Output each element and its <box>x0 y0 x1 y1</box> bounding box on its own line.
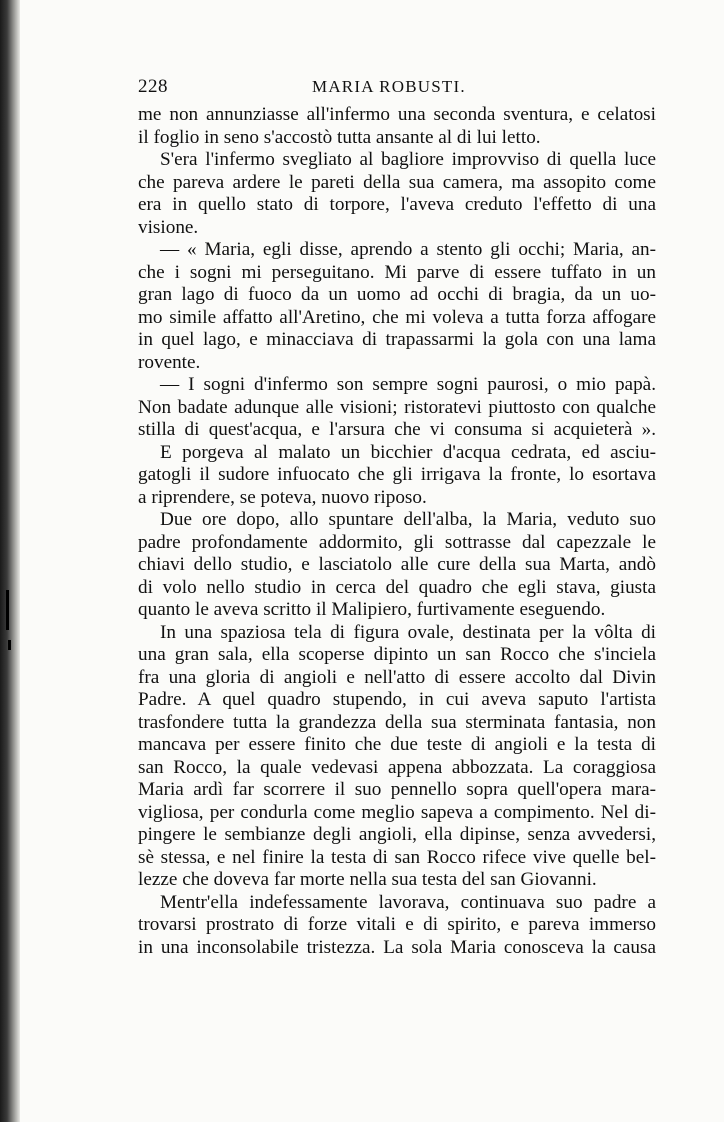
text-line: rovente. <box>138 351 201 373</box>
text-line: san Rocco, la quale vedevasi appena abbozzata. La coraggiosa <box>138 756 656 778</box>
text-line: in una inconsolabile tristezza. La sola Maria conosceva la causa <box>138 936 656 958</box>
page-header <box>138 76 654 102</box>
text-line: me non annunziasse all'infermo una seconda sventura, e celatosi <box>138 104 656 125</box>
text-line: Padre. A quel quadro stupendo, in cui aveva saputo l'artista <box>138 689 656 710</box>
body-text <box>138 104 656 959</box>
text-line: gatogli il sudore infuocato che gli irrigava la fronte, lo esortava <box>138 464 656 485</box>
binding-gutter <box>0 0 20 1122</box>
running-head: MARIA ROBUSTI. <box>312 77 466 96</box>
text-line: sè stessa, e nel finire la testa di san Rocco rifece vive quelle bel- <box>138 846 656 868</box>
text-line: Maria ardì far scorrere il suo pennello sopra quell'opera mara- <box>138 779 656 800</box>
text-line: chiavi dello studio, e lasciatolo alle cure della sua Marta, andò <box>138 554 656 575</box>
text-line: in quel lago, e minacciava di trapassarmi la gola con una lama <box>138 329 656 350</box>
text-line: Non badate adunque alle visioni; ristoratevi piuttosto con qualche <box>138 396 656 418</box>
text-line: mancava per essere finito che due teste di angioli e la testa di <box>138 734 656 755</box>
text-line: a riprendere, se poteva, nuovo riposo. <box>138 486 427 508</box>
page-number: 228 <box>138 76 168 97</box>
text-line: gran lago di fuoco da un uomo ad occhi di bragia, da un uo- <box>138 284 656 305</box>
text-line: di volo nello studio in cerca del quadro che egli stava, giusta <box>138 576 656 598</box>
text-line: era in quello stato di torpore, l'aveva creduto l'effetto di una <box>138 194 656 215</box>
text-line: visione. <box>138 216 199 238</box>
text-line: una gran sala, ella scoperse dipinto un san Rocco che s'inciela <box>138 644 656 665</box>
text-line: mo simile affatto all'Aretino, che mi voleva a tutta forza affogare <box>138 306 656 328</box>
text-line: — « Maria, egli disse, aprendo a stento gli occhi; Maria, an- <box>160 239 656 260</box>
text-line: In una spaziosa tela di figura ovale, destinata per la vôlta di <box>160 621 656 643</box>
text-line: S'era l'infermo svegliato al bagliore improvviso di quella luce <box>160 149 656 170</box>
text-line: il foglio in seno s'accostò tutta ansante al di lui letto. <box>138 126 541 148</box>
text-line: che i sogni mi perseguitano. Mi parve di essere tuffato in un <box>138 261 656 283</box>
text-line: trovarsi prostrato di forze vitali e di spirito, e pareva immerso <box>138 914 656 935</box>
text-line: trasfondere tutta la grandezza della sua sterminata fantasia, non <box>138 711 656 733</box>
text-line: lezze che doveva far morte nella sua testa del san Giovanni. <box>138 869 597 890</box>
gutter-mark <box>8 640 11 650</box>
text-line: fra una gloria di angioli e nell'atto di essere accolto dal Divin <box>138 666 656 688</box>
text-line: Due ore dopo, allo spuntare dell'alba, la Maria, veduto suo <box>160 509 656 530</box>
gutter-mark <box>6 590 9 630</box>
text-line: padre profondamente addormito, gli sottrasse dal capezzale le <box>138 531 656 553</box>
text-line: quanto le aveva scritto il Malipiero, furtivamente eseguendo. <box>138 599 606 620</box>
text-line: vigliosa, per condurla come meglio sapeva a compimento. Nel di- <box>138 801 656 823</box>
text-line: — I sogni d'infermo son sempre sogni paurosi, o mio papà. <box>160 374 656 395</box>
text-line: stilla di quest'acqua, e l'arsura che vi consuma si acquieterà ». <box>138 419 656 440</box>
text-line: Mentr'ella indefessamente lavorava, continuava suo padre a <box>160 891 656 913</box>
text-line: E porgeva al malato un bicchier d'acqua cedrata, ed asciu- <box>160 441 656 463</box>
text-line: che pareva ardere le pareti della sua camera, ma assopito come <box>138 171 656 193</box>
text-line: pingere le sembianze degli angioli, ella dipinse, senza avvedersi, <box>138 824 656 845</box>
